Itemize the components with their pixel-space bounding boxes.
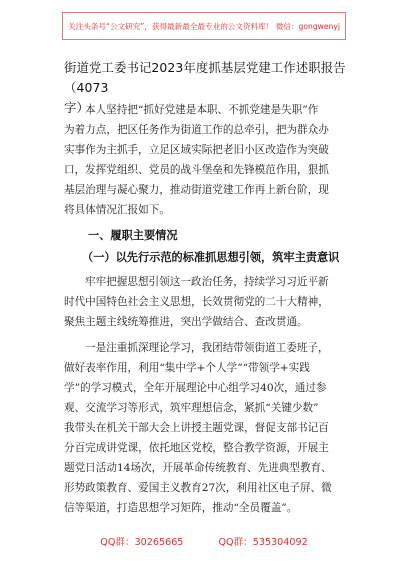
intro-line: 口，发挥党组织、党员的战斗堡垒和先锋模范作用，狠抓 <box>64 164 329 176</box>
paragraph-line: 牢牢把握思想引领这一政治任务，持续学习习近平新 <box>85 276 329 288</box>
promo-banner[interactable]: 关注头条号“公文研究”，获得最新最全最专业的公文资料库！ 微信：gongwenyj <box>62 12 346 40</box>
qq-group-1[interactable]: QQ群：30265665 <box>100 537 184 548</box>
paragraph-line: 信等渠道，打造思想学习矩阵，推动“全员覆盖”。 <box>64 502 298 514</box>
intro-line: 本人坚持把“抓好党建是本职、不抓党建是失职”作 <box>85 104 319 116</box>
intro-paragraph <box>64 100 354 220</box>
paragraph-line: 观、交流学习等形式，筑牢理想信念，紧抓“关键少数” <box>64 402 319 414</box>
paragraph-thought-leadership <box>64 272 354 332</box>
paragraph-theory-study <box>64 338 354 518</box>
intro-line: 为着力点，把区任务作为街道工作的总牵引，把为群众办 <box>64 124 329 136</box>
paragraph-line: 学”的学习模式，全年开展理论中心组学习40次，通过参 <box>64 382 327 394</box>
section-heading: 一、履职主要情况 <box>88 229 178 242</box>
intro-line: 将具体情况汇报如下。 <box>64 204 170 216</box>
intro-line: 基层治理与凝心聚力，推动街道党建工作再上新台阶，现 <box>64 184 329 196</box>
qq-group-2[interactable]: QQ群：535304092 <box>218 537 308 548</box>
paragraph-line: 做好表率作用，利用“集中学+个人学”“带领学+实践 <box>64 362 310 374</box>
paragraph-line: 一是注重抓深理论学习，我团结带领街道工委班子， <box>85 342 329 354</box>
subsection-heading: （一）以先行示范的标准抓思想引领，筑牢主责意识 <box>82 251 340 264</box>
footer-contacts <box>0 534 408 550</box>
paragraph-line: 时代中国特色社会主义思想，长效贯彻党的二十大精神， <box>64 296 329 308</box>
title-line-1: 街道党工委书记2023年度抓基层党建工作述职报告（4073 <box>64 60 346 95</box>
title-line-2: 字） <box>64 100 89 115</box>
intro-line: 实事作为主抓手，立足区域实际把老旧小区改造作为突破 <box>64 144 329 156</box>
paragraph-line: 我带头在机关干部大会上讲授主题党课，督促支部书记百 <box>64 422 329 434</box>
paragraph-line: 聚焦主题主线统筹推进，突出学做结合、查改贯通。 <box>64 316 308 328</box>
paragraph-line: 形势政策教育、爱国主义教育27次，利用社区电子屏、微 <box>64 482 332 494</box>
paragraph-line: 题党日活动14场次，开展革命传统教育、先进典型教育、 <box>64 462 332 474</box>
paragraph-line: 分百完成讲党课，依托地区党校，整合教学资源，开展主 <box>64 442 329 454</box>
